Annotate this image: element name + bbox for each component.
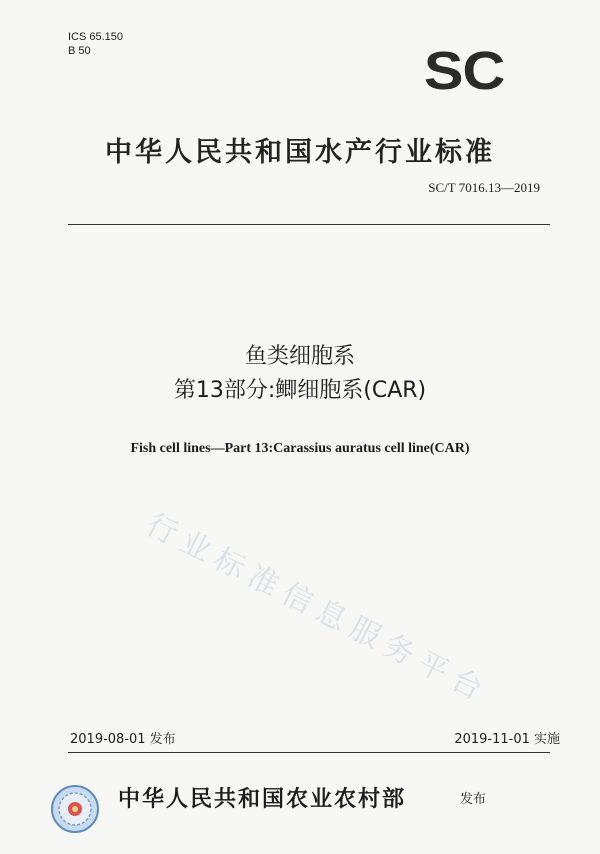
publisher-suffix: 发布 bbox=[460, 792, 487, 807]
sc-logo: SC bbox=[423, 41, 505, 101]
publish-date: 2019-08-01 发布 bbox=[70, 732, 176, 747]
watermark: 行业标准信息服务平台 bbox=[140, 507, 495, 711]
publisher-name: 中华人民共和国农业农村部 bbox=[118, 787, 407, 812]
category-code: B 50 bbox=[68, 45, 91, 57]
standard-number: SC/T 7016.13—2019 bbox=[428, 180, 540, 195]
ministry-emblem-icon bbox=[50, 784, 100, 834]
ics-code: ICS 65.150 bbox=[68, 31, 124, 43]
footer-divider bbox=[68, 752, 550, 753]
header-divider bbox=[68, 224, 550, 225]
implement-date: 2019-11-01 实施 bbox=[454, 732, 560, 747]
standard-type-title: 中华人民共和国水产行业标准 bbox=[105, 137, 495, 168]
document-title bbox=[0, 340, 600, 408]
title-line-1: 鱼类细胞系 bbox=[244, 344, 355, 369]
ics-classification bbox=[68, 30, 123, 58]
document-title-english: Fish cell lines—Part 13:Carassius auratus cell line(CAR) bbox=[130, 441, 470, 456]
title-line-2: 第13部分:鲫细胞系(CAR) bbox=[173, 378, 427, 403]
